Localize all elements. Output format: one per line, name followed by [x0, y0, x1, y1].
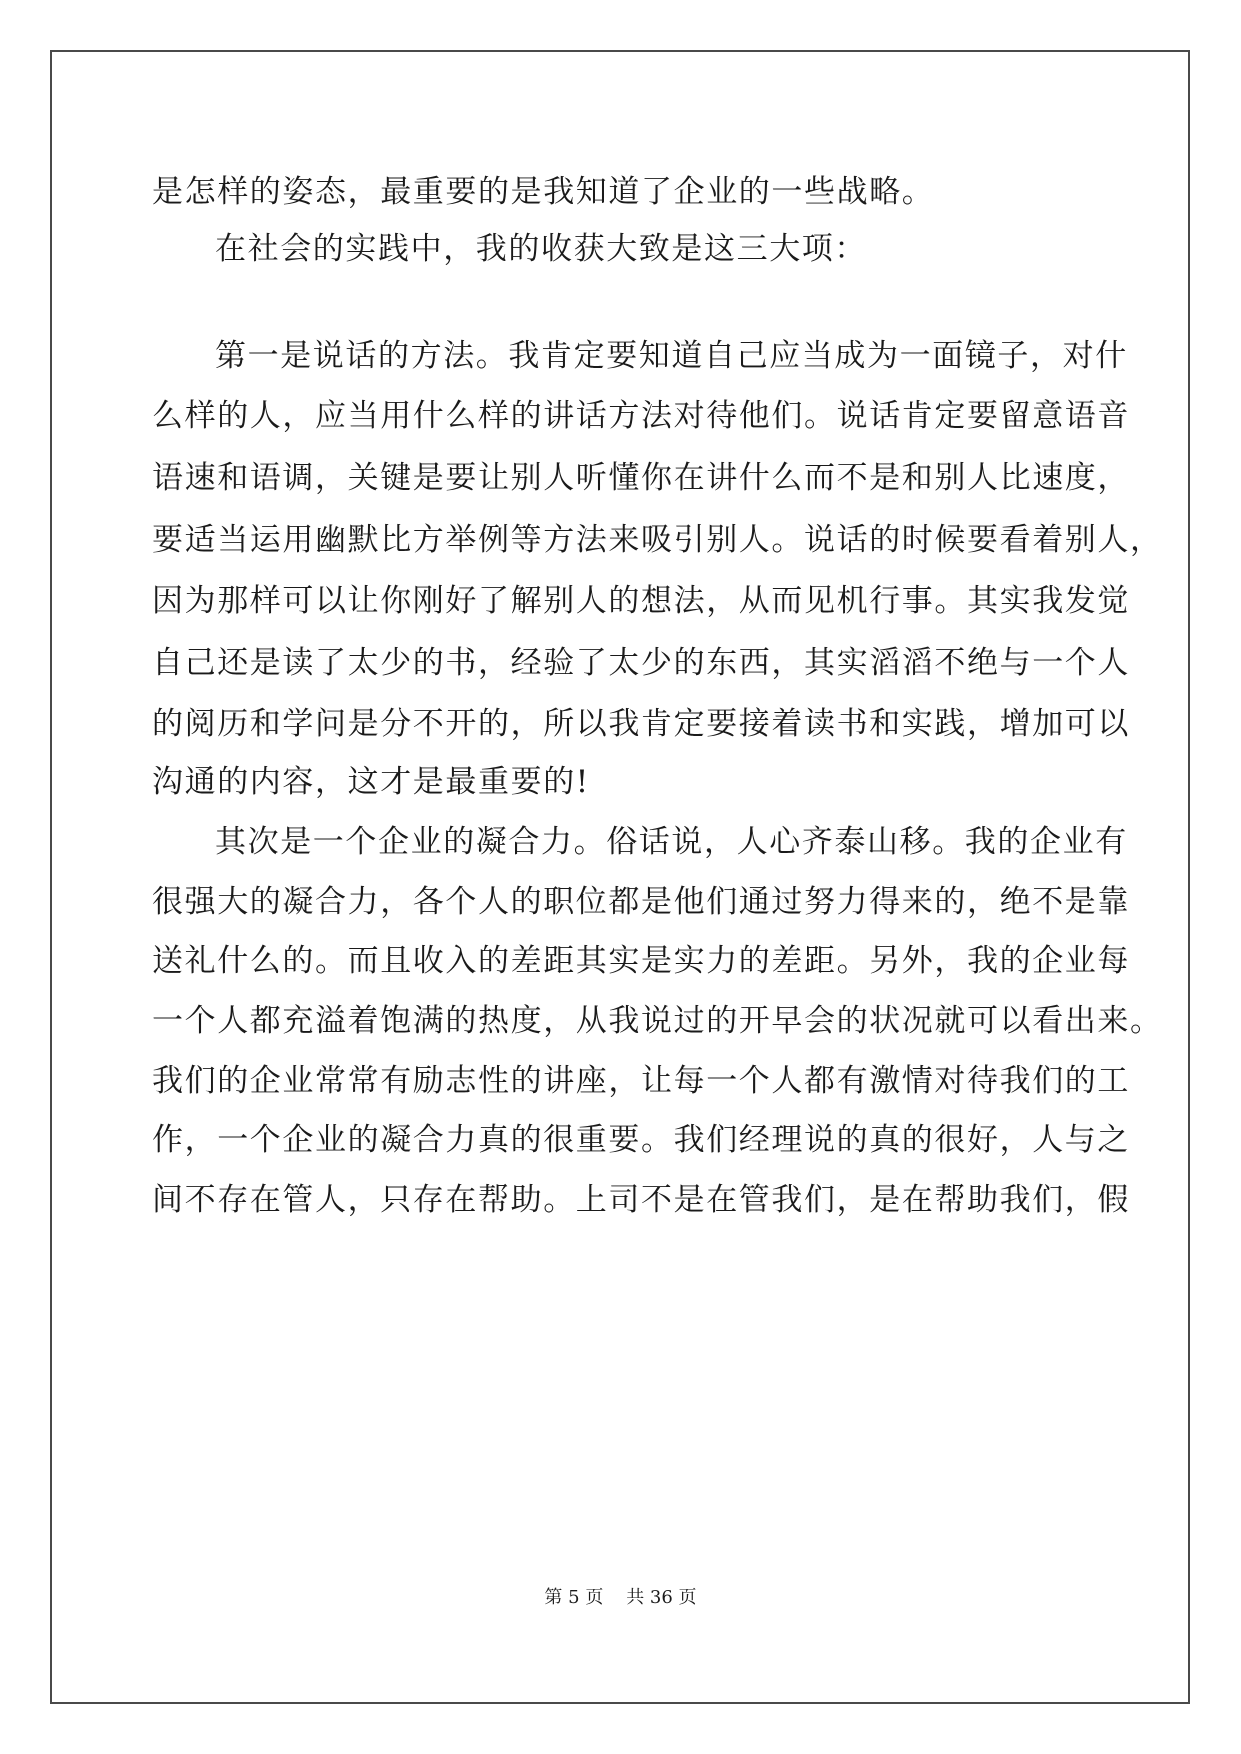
text-line-14: 一个人都充溢着饱满的热度，从我说过的开早会的状况就可以看出来。	[152, 1003, 1163, 1039]
text-line-2: 在社会的实践中，我的收获大致是这三大项：	[215, 231, 867, 267]
text-line-5: 语速和语调，关键是要让别人听懂你在讲什么而不是和别人比速度，	[152, 460, 1130, 496]
text-line-15: 我们的企业常常有励志性的讲座，让每一个人都有激情对待我们的工	[152, 1063, 1130, 1099]
text-line-1: 是怎样的姿态，最重要的是我知道了企业的一些战略。	[152, 174, 935, 210]
text-line-10: 沟通的内容，这才是最重要的!	[152, 764, 590, 800]
page-border	[50, 50, 1190, 1704]
text-line-6: 要适当运用幽默比方举例等方法来吸引别人。说话的时候要看着别人，	[152, 522, 1163, 558]
text-line-4: 么样的人，应当用什么样的讲话方法对待他们。说话肯定要留意语音	[152, 398, 1130, 434]
text-line-7: 因为那样可以让你刚好了解别人的想法，从而见机行事。其实我发觉	[152, 583, 1130, 619]
text-line-13: 送礼什么的。而且收入的差距其实是实力的差距。另外，我的企业每	[152, 943, 1130, 979]
text-line-16: 作，一个企业的凝合力真的很重要。我们经理说的真的很好，人与之	[152, 1122, 1130, 1158]
text-line-9: 的阅历和学问是分不开的，所以我肯定要接着读书和实践，增加可以	[152, 706, 1130, 742]
text-line-11: 其次是一个企业的凝合力。俗话说，人心齐泰山移。我的企业有	[215, 824, 1128, 860]
text-line-3: 第一是说话的方法。我肯定要知道自己应当成为一面镜子，对什	[215, 338, 1128, 374]
text-line-17: 间不存在管人，只存在帮助。上司不是在管我们，是在帮助我们，假	[152, 1182, 1130, 1218]
page-number-footer: 第 5 页 共 36 页	[544, 1587, 697, 1608]
text-line-12: 很强大的凝合力，各个人的职位都是他们通过努力得来的，绝不是靠	[152, 884, 1130, 920]
text-line-8: 自己还是读了太少的书，经验了太少的东西，其实滔滔不绝与一个人	[152, 645, 1130, 681]
